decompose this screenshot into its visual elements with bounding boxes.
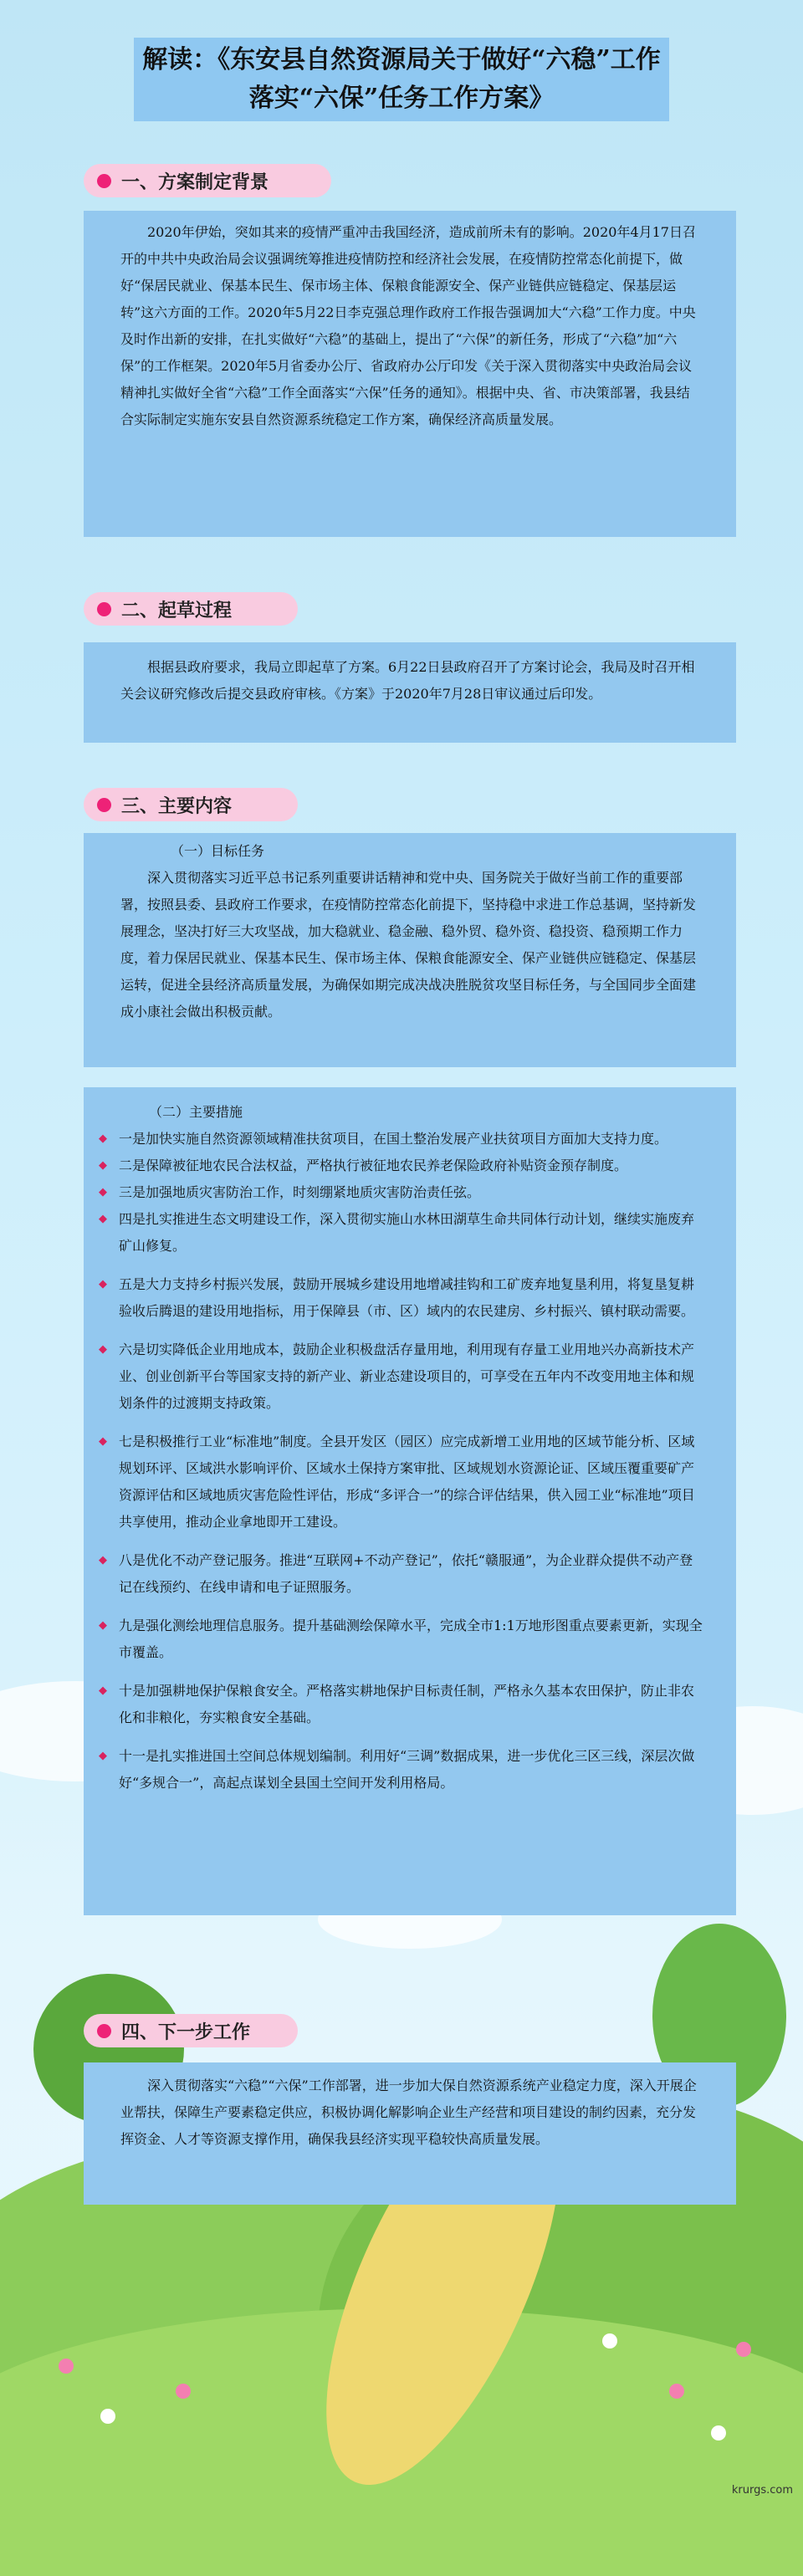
section-heading-drafting [84,592,298,626]
goal-title: （一）目标任务 [171,843,265,859]
measure-text: 八是优化不动产登记服务。推进“互联网+不动产登记”，依托“赣服通”，为企业群众提供不动产登记在线预约、在线申请和电子证照服务。 [119,1552,693,1595]
section-heading-background [84,164,331,197]
diamond-bullet-icon: ◆ [99,1186,107,1199]
measure-item [99,1678,703,1731]
goal-box [84,833,736,1067]
bullet-dot-icon [97,798,111,812]
diamond-bullet-icon: ◆ [99,1750,107,1762]
measure-item [99,1206,703,1260]
measure-item [99,1743,703,1797]
diamond-bullet-icon: ◆ [99,1159,107,1172]
section-heading-label: 四、下一步工作 [121,2021,251,2043]
diamond-bullet-icon: ◆ [99,1278,107,1291]
bullet-dot-icon [97,174,111,188]
diamond-bullet-icon: ◆ [99,1554,107,1567]
paragraph: 深入贯彻落实“六稳”“六保”工作部署，进一步加大保自然资源系统产业稳定力度，深入开展企业帮扶，保障生产要素稳定供应，积极协调化解影响企业生产经营和项目建设的制约因素，充分发挥资金、人才等资源支撑作用，确保我县经济实现平稳较快高质量发展。 [120,2078,697,2147]
measure-text: 一是加快实施自然资源领域精准扶贫项目，在国土整治发展产业扶贫项目方面加大支持力度。 [119,1131,668,1147]
section-box-background [84,211,736,537]
measure-item [99,1271,703,1325]
section-box-next-steps [84,2062,736,2205]
measure-text: 十一是扎实推进国土空间总体规划编制。利用好“三调”数据成果，进一步优化三区三线，深层次做好“多规合一”，高起点谋划全县国土空间开发利用格局。 [119,1748,695,1791]
measure-text: 二是保障被征地农民合法权益，严格执行被征地农民养老保险政府补贴资金预存制度。 [119,1158,628,1173]
section-box-drafting [84,642,736,743]
diamond-bullet-icon: ◆ [99,1619,107,1632]
goal-text: 深入贯彻落实习近平总书记系列重要讲话精神和党中央、国务院关于做好当前工作的重要部署，按照县委、县政府工作要求，在疫情防控常态化前提下，坚持稳中求进工作总基调，坚持新发展理念，坚决打好三大攻坚战，加大稳就业、稳金融、稳外贸、稳外资、稳投资、稳预期工作力度，着力保居民就业、保基本民生、保市场主体、保粮食能源安全、保产业链供应链稳定、保基层运转，促进全县经济高质量发展，为确保如期完成决战决胜脱贫攻坚目标任务，与全国同步全面建成小康社会做出积极贡献。 [120,870,697,1020]
measure-item [99,1153,703,1179]
measure-text: 四是扎实推进生态文明建设工作，深入贯彻实施山水林田湖草生命共同体行动计划，继续实施废弃矿山修复。 [119,1211,695,1254]
measure-item [99,1126,703,1153]
section-heading-label: 二、起草过程 [121,599,233,621]
title-line-1: 解读：《东安县自然资源局关于做好“六稳”工作 [142,45,661,74]
section-heading-main-content [84,788,298,821]
measure-text: 六是切实降低企业用地成本，鼓励企业积极盘活存量用地，利用现有存量工业用地兴办高新技术产业、创业创新平台等国家支持的新产业、新业态建设项目的，可享受在五年内不改变用地主体和规划条件的过渡期支持政策。 [119,1342,695,1411]
measure-text: 三是加强地质灾害防治工作，时刻绷紧地质灾害防治责任弦。 [119,1184,481,1200]
bullet-dot-icon [97,602,111,616]
diamond-bullet-icon: ◆ [99,1132,107,1145]
section-heading-label: 一、方案制定背景 [121,171,269,193]
measure-text: 七是积极推行工业“标准地”制度。全县开发区（园区）应完成新增工业用地的区域节能分析、区域规划环评、区域洪水影响评价、区域水土保持方案审批、区域规划水资源论证、区域压覆重要矿产资源评估和区域地质灾害危险性评估，形成“多评合一”的综合评估结果，供入园工业“标准地”项目共享使用，推动企业拿地即开工建设。 [119,1434,695,1530]
section-heading-label: 三、主要内容 [121,795,233,817]
diamond-bullet-icon: ◆ [99,1684,107,1697]
watermark: krurgs.com [731,2484,793,2497]
measure-text: 五是大力支持乡村振兴发展，鼓励开展城乡建设用地增减挂钩和工矿废弃地复垦利用，将复垦复耕验收后腾退的建设用地指标，用于保障县（市、区）域内的农民建房、乡村振兴、镇村联动需要。 [119,1276,695,1319]
measure-text: 九是强化测绘地理信息服务。提升基础测绘保障水平，完成全市1:1万地形图重点要素更新，实现全市覆盖。 [119,1618,703,1660]
measure-item [99,1613,703,1666]
diamond-bullet-icon: ◆ [99,1435,107,1448]
bullet-dot-icon [97,2024,111,2038]
measure-item [99,1179,703,1206]
measure-item [99,1337,703,1417]
paragraph: 2020年伊始，突如其来的疫情严重冲击我国经济，造成前所未有的影响。2020年4月17日召开的中共中央政治局会议强调统筹推进疫情防控和经济社会发展，在疫情防控常态化前提下，做好“保居民就业、保基本民生、保市场主体、保粮食能源安全、保产业链供应链稳定、保基层运转”这六方面的工作。2020年5月22日李克强总理作政府工作报告强调加大“六稳”工作力度。中央及时作出新的安排，在扎实做好“六稳”的基础上，提出了“六保”的新任务，形成了“六稳”加“六保”的工作框架。2020年5月省委办公厅、省政府办公厅印发《关于深入贯彻落实中央政治局会议精神扎实做好全省“六稳”工作全面落实“六保”任务的通知》。根据中央、省、市决策部署，我县结合实际制定实施东安县自然资源系统稳定工作方案，确保经济高质量发展。 [120,224,696,427]
measures-box [84,1087,736,1915]
page-title [134,38,669,121]
diamond-bullet-icon: ◆ [99,1343,107,1356]
diamond-bullet-icon: ◆ [99,1213,107,1225]
measure-text: 十是加强耕地保护保粮食安全。严格落实耕地保护目标责任制，严格永久基本农田保护，防止非农化和非粮化，夯实粮食安全基础。 [119,1683,695,1725]
measures-list [99,1126,703,1797]
section-heading-next-steps [84,2014,298,2047]
measure-item [99,1547,703,1601]
title-line-2: 落实“六保”任务工作方案》 [248,84,555,113]
measures-title: （二）主要措施 [149,1104,243,1120]
paragraph: 根据县政府要求，我局立即起草了方案。6月22日县政府召开了方案讨论会，我局及时召开相关会议研究修改后提交县政府审核。《方案》于2020年7月28日审议通过后印发。 [120,659,695,702]
measure-item [99,1429,703,1536]
